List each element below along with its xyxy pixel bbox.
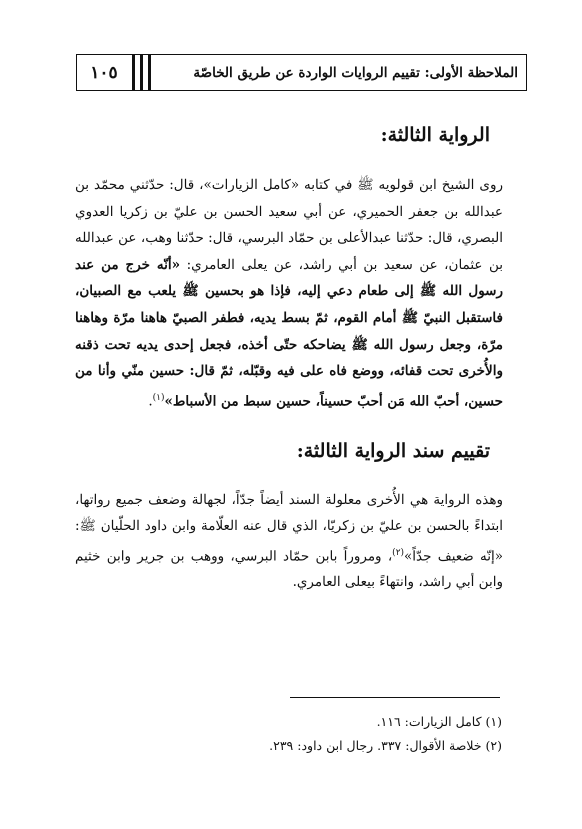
- assessment-text: وهذه الرواية هي الأُخرى معلولة السند أيضاً جدّاً، لجهالة وضعف جميع رواتها، ابتداءً بالحسن بن عليّ بن زكريّا، الذي قال عنه العلّامة وابن داود الحلّيان ﷺ: «إنّه ضعيف جدّاً»: [75, 492, 503, 565]
- footnote-separator: [290, 697, 500, 698]
- narration-text: «أنّه خرج من عند رسول الله ﷺ إلى طعام دعي إليه، فإذا هو بحسين ﷺ يلعب مع الصبيان، فاستقبل النبيّ ﷺ أمام القوم، ثمّ بسط يديه، فطفر الصبيّ هاهنا مرّة وهاهنا مرّة، وجعل رسول الله ﷺ يضاحكه حتّى أخذه، فجعل إحدى يديه تحت ذقنه والأُخرى تحت قفائه، ووضع فاه على فيه وقبّله، ثمّ قال:: [75, 256, 503, 380]
- running-header: [76, 54, 527, 91]
- narration-paragraph: [75, 172, 503, 415]
- header-divider: [140, 55, 143, 90]
- footnote-ref: (٢): [392, 547, 405, 558]
- prophet-quote: حسين منّي وأنا من حسين، أحبّ الله مَن أحبّ حسيناً، حسين سبط من الأسباط: [75, 363, 503, 410]
- closing-quote: »: [164, 393, 173, 410]
- header-divider: [132, 55, 135, 90]
- subsection-heading: تقييم سند الرواية الثالثة:: [296, 440, 490, 462]
- narration-chain: روى الشيخ ابن قولويه ﷺ في كتابه «كامل الزيارات»، قال: حدّثني محمّد بن عبدالله بن جعفر الحميري، عن أبي سعيد الحسن بن عليّ بن زكريا العدوي البصري، قال: حدّثنا عبدالأعلى بن حمّاد البرسي، قال: حدّثنا وهب، عن عبدالله بن عثمان، عن سعيد بن أبي راشد، عن يعلى العامري:: [75, 177, 504, 273]
- page-number: ١٠٥: [90, 62, 118, 83]
- footnotes: [82, 710, 502, 758]
- header-divider: [148, 55, 151, 90]
- header-title: الملاحظة الأولى: تقييم الروايات الواردة عن طريق الخاصّة: [193, 64, 518, 81]
- assessment-paragraph: [75, 487, 503, 596]
- footnote: (٢) خلاصة الأقوال: ٣٣٧. رجال ابن داود: ٢٣٩.: [269, 738, 502, 753]
- footnote-ref: (١): [152, 392, 165, 403]
- section-heading: الرواية الثالثة:: [380, 124, 490, 146]
- assessment-text-cont: ، ومروراً بابن حمّاد البرسي، ووهب بن جرير وابن خثيم وابن أبي راشد، وانتهاءً بيعلى العامري.: [75, 548, 503, 591]
- footnote: (١) كامل الزيارات: ١١٦.: [376, 714, 502, 729]
- period: .: [148, 393, 153, 410]
